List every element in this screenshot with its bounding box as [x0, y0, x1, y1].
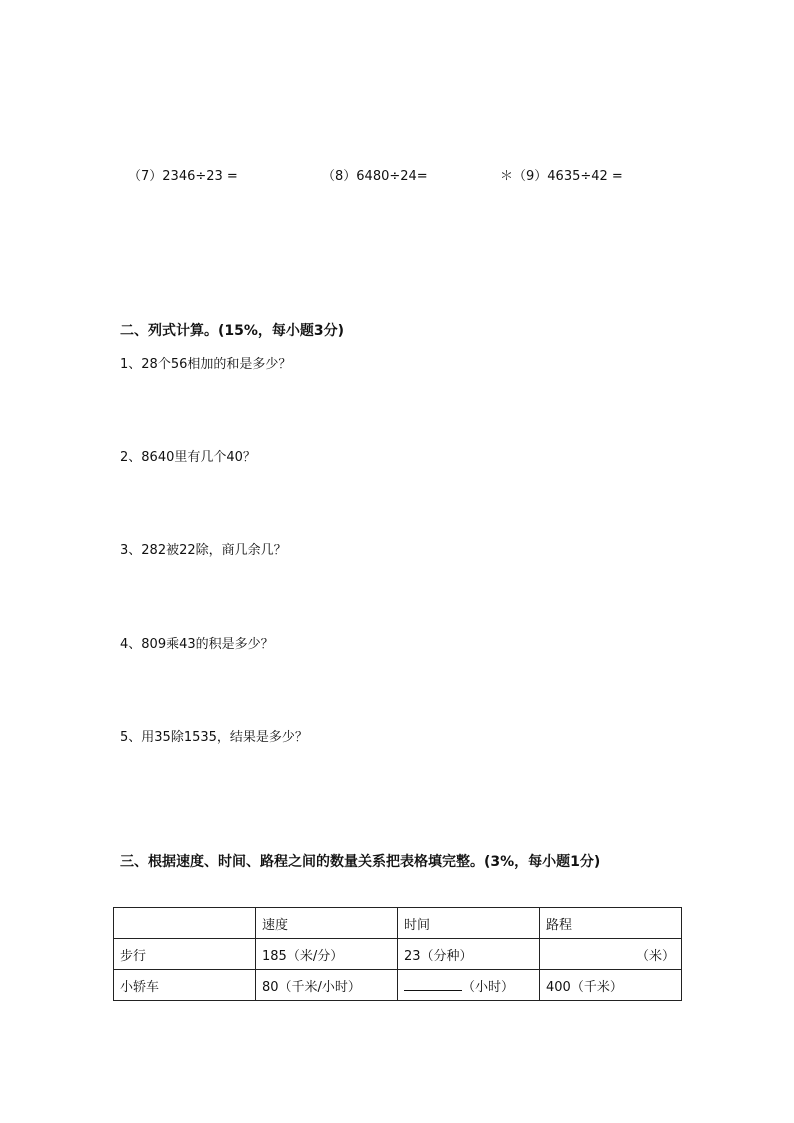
walking-time-cell: 23（分种）	[398, 939, 540, 970]
walking-distance-unit: （米）	[635, 948, 675, 964]
question-1: 1、28个56相加的和是多少？	[120, 357, 292, 372]
table-header-row	[114, 908, 682, 939]
question-5: 5、用35除1535，结果是多少？	[120, 730, 308, 745]
question-4: 4、809乘43的积是多少？	[120, 637, 274, 652]
question-3: 3、282被22除，商几余几？	[120, 543, 287, 558]
car-time-cell[interactable]	[398, 970, 540, 1001]
row-label-walking: 步行	[114, 939, 256, 970]
header-cell-empty	[114, 908, 256, 939]
header-cell-distance: 路程	[540, 908, 682, 939]
table-row	[114, 939, 682, 970]
car-distance-cell: 400（千米）	[540, 970, 682, 1001]
table-row	[114, 970, 682, 1001]
section-2-title: 二、列式计算。(15%，每小题3分)	[120, 323, 345, 339]
row-label-car: 小轿车	[114, 970, 256, 1001]
division-problem-7: （7）2346÷23 =	[128, 169, 238, 184]
division-problem-8: （8）6480÷24=	[322, 169, 428, 184]
car-speed-cell: 80（千米/小时）	[256, 970, 398, 1001]
walking-speed-cell: 185（米/分）	[256, 939, 398, 970]
car-time-unit: （小时）	[462, 979, 515, 995]
division-problem-9: ＊（9）4635÷42 =	[500, 169, 623, 184]
section-3-title: 三、根据速度、时间、路程之间的数量关系把表格填完整。(3%，每小题1分)	[120, 854, 601, 870]
answer-blank-line[interactable]	[404, 978, 462, 991]
speed-time-distance-table	[113, 907, 682, 1001]
walking-distance-cell[interactable]	[540, 939, 682, 970]
header-cell-time: 时间	[398, 908, 540, 939]
question-2: 2、8640里有几个40？	[120, 450, 256, 465]
header-cell-speed: 速度	[256, 908, 398, 939]
